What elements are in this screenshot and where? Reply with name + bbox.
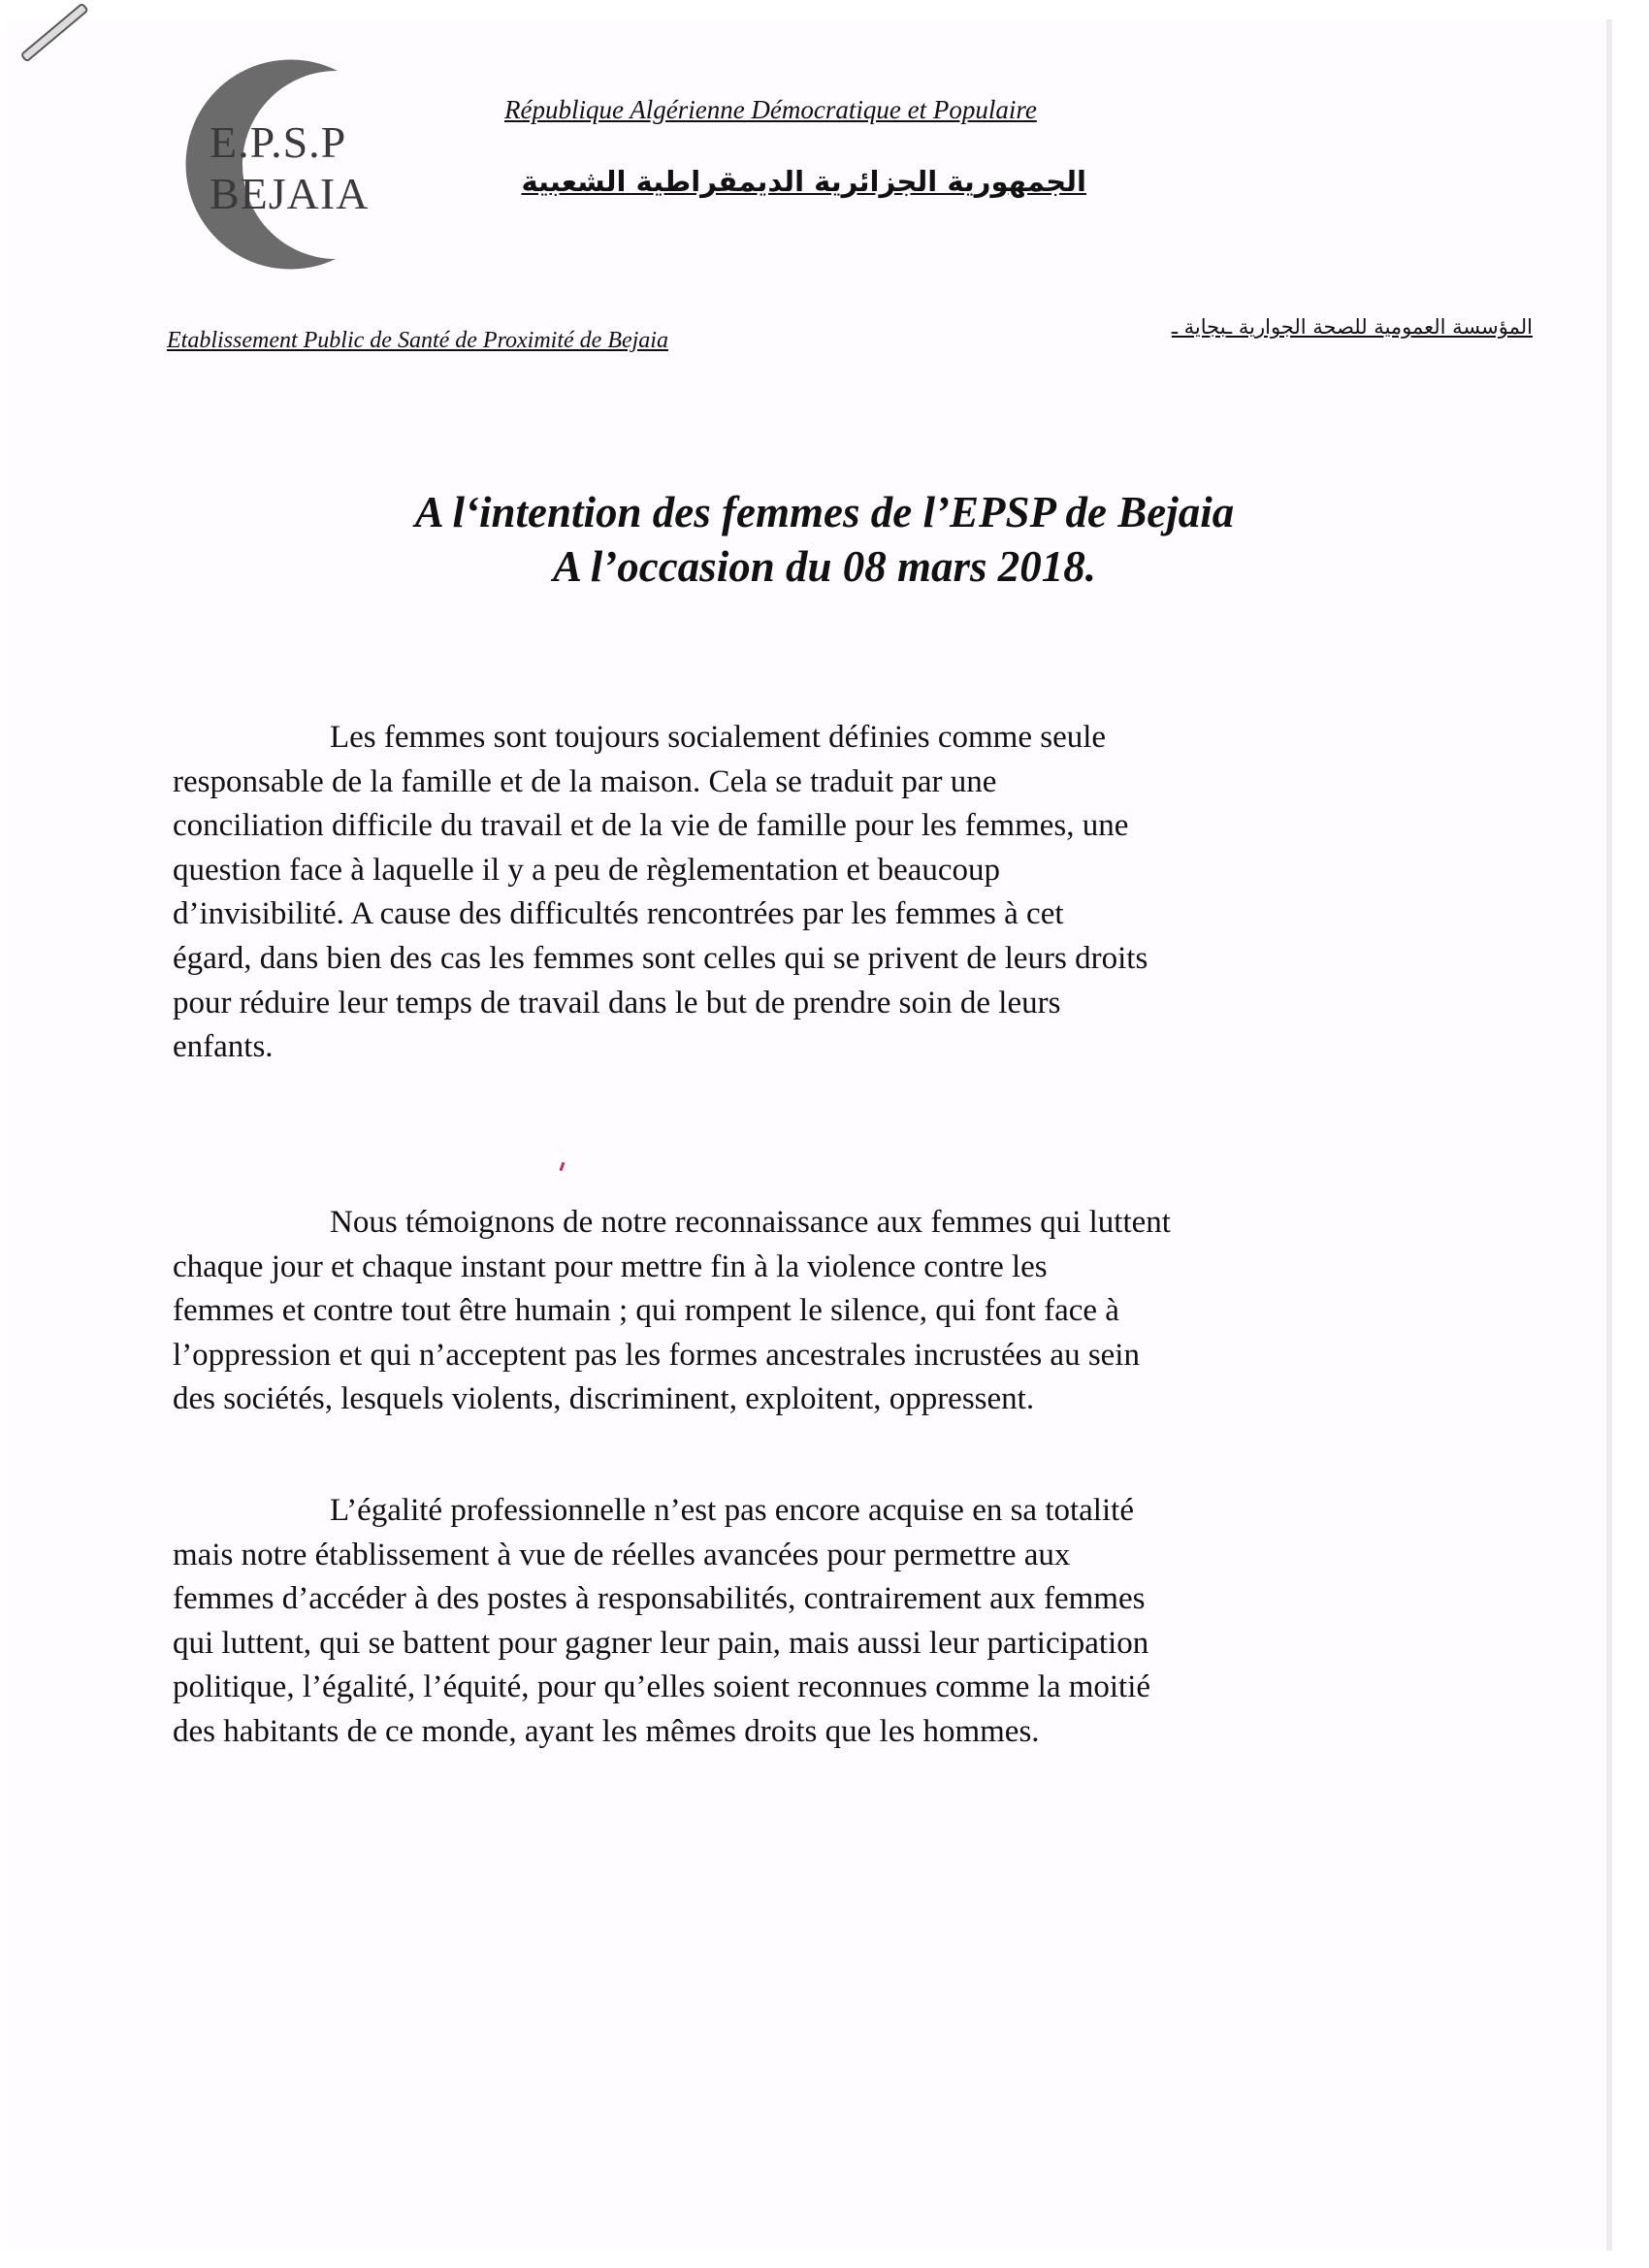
text-line: pour réduire leur temps de travail dans le but de prendre soin de leurs [173, 985, 1061, 1021]
paragraph-1 [173, 716, 1511, 1070]
text-line: des sociétés, lesquels violents, discriminent, exploitent, oppressent. [173, 1381, 1035, 1417]
text-line: qui luttent, qui se battent pour gagner leur pain, mais aussi leur participation [173, 1625, 1149, 1661]
text-line: d’invisibilité. A cause des difficultés rencontrées par les femmes à cet [173, 896, 1064, 932]
text-line: l’oppression et qui n’acceptent pas les formes ancestrales incrustées au sein [173, 1337, 1140, 1373]
text-line: question face à laquelle il y a peu de règlementation et beaucoup [173, 852, 1001, 888]
republic-title-ar: الجمهورية الجزائرية الديمقراطية الشعبية [521, 165, 1086, 198]
text-line: responsable de la famille et de la maison. Cela se traduit par une [173, 763, 997, 799]
paragraph-3 [173, 1489, 1511, 1755]
institution-name-fr: Etablissement Public de Santé de Proximité de Bejaia [167, 328, 668, 353]
text-line: femmes et contre tout être humain ; qui rompent le silence, qui font face à [173, 1293, 1119, 1329]
scanned-page [6, 19, 1612, 2251]
text-line: Nous témoignons de notre reconnaissance aux femmes qui luttent [330, 1205, 1171, 1240]
text-line: chaque jour et chaque instant pour mettre fin à la violence contre les [173, 1248, 1048, 1284]
title-line-1: A l‘intention des femmes de l’EPSP de Bejaia [414, 488, 1235, 536]
text-line: conciliation difficile du travail et de la vie de famille pour les femmes, une [173, 808, 1129, 844]
logo-text-epsp: E.P.S.P [210, 117, 347, 167]
text-line: égard, dans bien des cas les femmes sont celles qui se privent de leurs droits [173, 940, 1148, 976]
text-line: mais notre établissement à vue de réelles avancées pour permettre aux [173, 1537, 1071, 1572]
epsp-logo [163, 53, 376, 276]
text-line: des habitants de ce monde, ayant les mêmes droits que les hommes. [173, 1713, 1040, 1749]
text-line: Les femmes sont toujours socialement définies comme seule [330, 720, 1107, 755]
document-title [146, 485, 1504, 594]
republic-title-fr: République Algérienne Démocratique et Populaire [504, 95, 1037, 124]
paragraph-2 [173, 1201, 1511, 1422]
logo-text-bejaia: BEJAIA [210, 169, 370, 218]
institution-name-ar: المؤسسة العمومية للصحة الجوارية ـبجاية ـ [1171, 315, 1533, 339]
title-line-2: A l’occasion du 08 mars 2018. [552, 542, 1097, 591]
text-line: enfants. [173, 1029, 274, 1065]
text-line: femmes d’accéder à des postes à responsabilités, contrairement aux femmes [173, 1581, 1146, 1617]
text-line: politique, l’égalité, l’équité, pour qu’elles soient reconnues comme la moitié [173, 1669, 1151, 1705]
text-line: L’égalité professionnelle n’est pas encore acquise en sa totalité [330, 1493, 1134, 1528]
